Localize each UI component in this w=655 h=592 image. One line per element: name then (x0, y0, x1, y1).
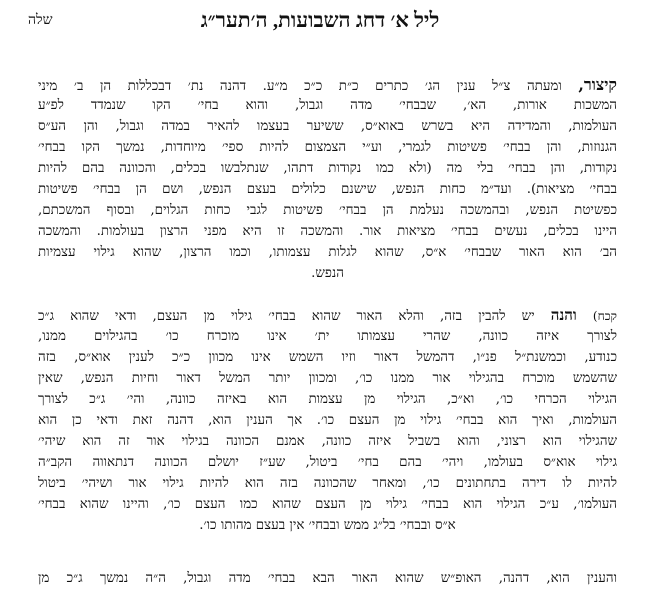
paragraph-lead-word: והנה (550, 306, 577, 324)
section-marker: קכח) (592, 309, 617, 323)
text-line: הגילוי הכרחי כו׳, וא״כ, הגילוי מן עצמות הוא באיזה כוונה, והי׳ ג״כ לצורך (38, 392, 617, 407)
text-line: גילוי אוא״ס בעולמו, ויהי׳ בהם בחי׳ ביטול, שע״ז יושלם הכוונה דנתאווה הקב״ה (38, 455, 617, 470)
text-line: בבחי׳ מציאות). ועד״מ כחות הנפש, שישנם כלולים בעצם הנפש, ושם הן בבחי׳ פשיטות (38, 182, 617, 197)
text-line: שהשמש מוכרח בהגילוי אור ממנו כו׳, ומכוון יותר המשל דאור וחיות הנפש, שאין (38, 371, 617, 386)
text-line: לצורך איזה כוונה, שהרי עצמותו ית׳ אינו מוכרח כו׳ בהגילוים ממנו, (38, 329, 617, 344)
text-line: העולמות, והמדידה היא בשרש באוא״ס, ששיער בעצמו להאיר במדה וגבול, והן הע״ס (38, 119, 617, 134)
text-line: קיצור, ומעתה צ״ל ענין הג׳ כתרים כ״ת כ״כ מ״ע. דהנה נת׳ דבכללות הן ב׳ מיני (38, 75, 617, 94)
text-line: קכח) והנה יש להבין בזה, והלא האור שהוא בבחי׳ גילוי מן העצם, ודאי שהוא ג״כ (38, 306, 617, 324)
text-line: א״ס ובבחי׳ בל״ג ממש ובבחי׳ אין בעצם מהותו כו׳. (199, 518, 456, 533)
paragraph-lead-word: קיצור, (578, 75, 617, 94)
text-line: והענין הוא, דהנה, האופ״ש שהוא האור הבא בבחי׳ מדה וגבול, ה״ה נמשך ג״כ מן (38, 571, 617, 586)
text-line: העולמו׳, ע״כ הגילוי הוא בבחי׳ גילוי מן העצם שהוא כמו העצם כו׳, והיינו שהוא בבחי׳ (38, 497, 617, 512)
text-line: העולמות, ואיך הוא בבחי׳ גילוי מן העצם כו׳. אך הענין הוא, דהנה זאת ודאי כן הוא (38, 413, 617, 428)
text-line: היינו בכלים, נעשים בבחי׳ מציאות אור. והמשכה זו היא מפני הרצון בעולמות. והמשכה (38, 224, 617, 239)
text-line: שהגילוי הוא רצוני, והוא בשביל איזה כוונה, אמנם הכוונה בגילוי אור זה הוא שיהי׳ (38, 434, 617, 449)
text-line: נקודות, והן בבחי׳ בלי מה (ולא כמו נקודות דתהו, שנתלבשו בכלים, והכוונה בהם להיות (38, 161, 617, 176)
page-number: שלה (28, 12, 53, 28)
text-line: הב׳ הוא האור שבבחי׳ א״ס, שהוא לגלות עצמותו, וכמו הרצון, שהוא גילוי עצמיות (38, 245, 617, 260)
text-line: כנודע, וכמשנת״ל פנ״ו, דהמשל דאור וזיו השמש אינו מכוון כ״כ לענין אוא״ס, בזה (38, 350, 617, 365)
text-line: המשכות אורות, הא׳, שבבחי׳ מדה וגבול, והוא בחי׳ הקו שנמדד לפ״ע (38, 98, 617, 113)
text-line: כפשיטת הנפש, ובהמשכה נעלמת הן בבחי׳ פשיטות לגבי כחות הגלוים, ובסוף המשכתם, (38, 203, 617, 218)
text-line: הנפש. (311, 266, 344, 281)
text-line: להיות לו דירה בתחתונים כו׳, ומאחר שהכוונה בזה הוא להיות גילוי אור ושיהי׳ ביטול (38, 476, 617, 491)
text-line: הגנוזות, והן בבחי׳ פשיטות לגמרי, וע״י הצמצום להיות ספי׳ מיוחדות, נמשך הקו בבחי׳ (38, 140, 617, 155)
running-header-title: ליל א׳ דחג השבועות, ה׳תער״ג (200, 8, 440, 32)
